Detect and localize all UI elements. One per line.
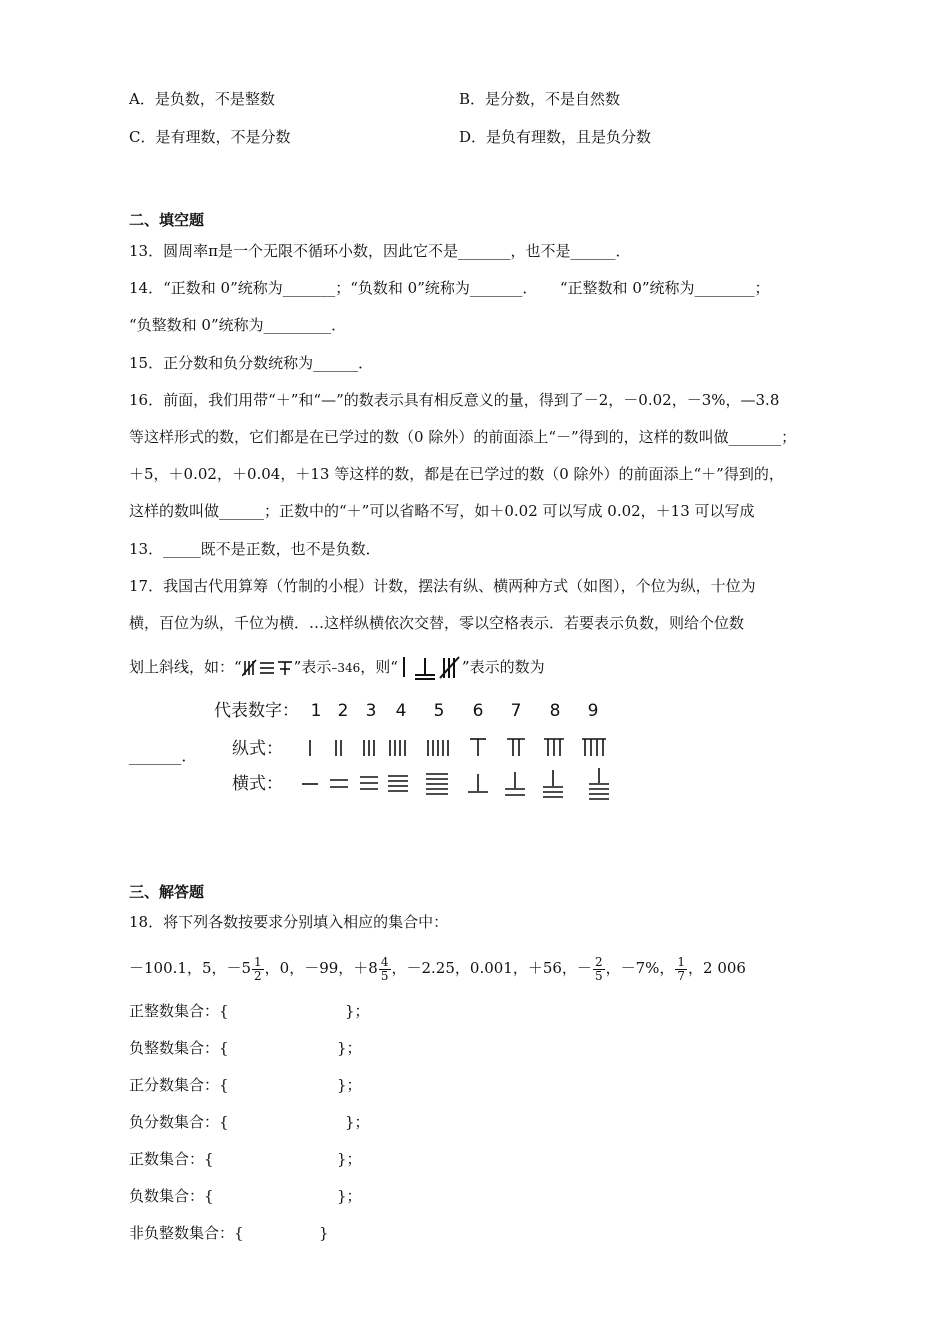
option-d: D．是负有理数，且是负分数 xyxy=(459,128,652,146)
rod-table-vertical-row xyxy=(310,739,606,756)
q17-example-value: –346 xyxy=(331,661,361,675)
rod-table-horizontal-label: 横式： xyxy=(232,774,283,794)
set-label: 非负整数集合：{ xyxy=(129,1224,244,1242)
question-13b: 13．_____既不是正数，也不是负数． xyxy=(129,540,381,558)
vertical-rod-7 xyxy=(507,739,525,756)
horizontal-rod-5 xyxy=(426,774,448,794)
set-close: } xyxy=(319,1224,329,1242)
option-c: C．是有理数，不是分数 xyxy=(129,128,291,146)
set-close: }； xyxy=(337,1076,362,1094)
fraction-4-5 xyxy=(379,956,391,983)
set-positive-fractions xyxy=(129,1075,362,1095)
horizontal-rod-6 xyxy=(468,774,488,792)
fraction-numerator: 1 xyxy=(677,954,686,969)
horizontal-rod-9 xyxy=(589,768,609,799)
question-17-line-1: 17．我国古代用算筹（竹制的小棍）计数，摆法有纵、横两种方式（如图），个位为纵，十位为 xyxy=(129,577,756,595)
question-14-line-2: “负整数和 0”统称为_________． xyxy=(129,316,347,334)
rod-table-digit: 4 xyxy=(395,701,407,721)
rod-table-digit: 5 xyxy=(433,701,445,721)
fraction-1-2 xyxy=(252,956,264,983)
question-16-line-1: 16．前面，我们用带“＋”和“—”的数表示具有相反意义的量，得到了－2，－0.02，－3%，—3.8 xyxy=(129,391,780,409)
rod-table-digit-label: 代表数字： xyxy=(214,701,299,721)
question-14-line-1: 14．“正数和 0”统称为_______；“负数和 0”统称为_______． “正整数和 0”统称为________； xyxy=(129,279,770,297)
question-17-line-2: 横，百位为纵，千位为横．…这样纵横依次交替，零以空格表示．若要表示负数，则给个位数 xyxy=(129,614,745,632)
set-close: }； xyxy=(337,1039,362,1057)
rod-table-digit: 6 xyxy=(472,701,484,721)
fraction-1-7 xyxy=(675,956,687,983)
q17-text-1: 划上斜线，如：“ xyxy=(129,658,242,676)
fraction-denominator: 5 xyxy=(380,968,389,983)
counting-rod-table xyxy=(210,694,630,810)
section-fill-in-title: 二、填空题 xyxy=(129,211,205,229)
question-16-line-3: ＋5，＋0.02，＋0.04，＋13 等这样的数，都是在已学过的数（0 除外）的前面添上“＋”得到的， xyxy=(129,465,784,483)
numbers-part-2: ，0，－99，＋8 xyxy=(264,959,378,977)
set-label: 负数集合：{ xyxy=(129,1187,214,1205)
rod-table-digit: 9 xyxy=(587,701,599,721)
question-18-intro: 18．将下列各数按要求分别填入相应的集合中： xyxy=(129,913,449,931)
vertical-rod-3 xyxy=(364,740,374,756)
q17-text-4: ”表示的数为 xyxy=(461,658,545,676)
fraction-denominator: 7 xyxy=(677,968,686,983)
set-positive-integers xyxy=(129,1001,370,1021)
set-negative-numbers xyxy=(129,1186,362,1206)
rod-table-digit: 2 xyxy=(337,701,349,721)
question-17-answer-blank: _______． xyxy=(129,747,197,765)
rod-numeral-example-icon xyxy=(242,658,294,678)
horizontal-rod-2 xyxy=(330,780,348,787)
rod-table-digit: 8 xyxy=(549,701,561,721)
option-b: B．是分数，不是自然数 xyxy=(459,90,621,108)
rod-table-digit: 3 xyxy=(365,701,377,721)
question-15: 15．正分数和负分数统称为______． xyxy=(129,354,374,372)
question-16-line-2: 等这样形式的数，它们都是在已学过的数（0 除外）的前面添上“－”得到的，这样的数叫做_______； xyxy=(129,428,797,446)
question-18-numbers xyxy=(129,954,746,983)
vertical-rod-9 xyxy=(582,739,606,756)
rod-table-digit: 7 xyxy=(510,701,522,721)
option-a: A．是负数，不是整数 xyxy=(129,90,275,108)
numbers-part-5: ，2 006 xyxy=(688,959,746,977)
set-non-negative-integers xyxy=(129,1223,329,1243)
fraction-numerator: 2 xyxy=(594,954,603,969)
numbers-part-1: －100.1，5，－5 xyxy=(129,959,252,977)
rod-table-horizontal-row xyxy=(302,768,609,799)
set-close: }； xyxy=(337,1187,362,1205)
section-answer-title: 三、解答题 xyxy=(129,883,205,901)
set-label: 负整数集合：{ xyxy=(129,1039,229,1057)
vertical-rod-2 xyxy=(336,740,341,756)
set-close: }； xyxy=(345,1113,370,1131)
fraction-denominator: 5 xyxy=(594,968,603,983)
set-close: }； xyxy=(337,1150,362,1168)
set-positive-numbers xyxy=(129,1149,362,1169)
rod-table-vertical-label: 纵式： xyxy=(232,739,283,759)
question-16-line-4: 这样的数叫做______；正数中的“＋”可以省略不写，如＋0.02 可以写成 0.02，＋13 可以写成 xyxy=(129,502,755,520)
vertical-rod-8 xyxy=(544,739,564,756)
q17-text-2: ”表示 xyxy=(293,658,332,676)
vertical-rod-4 xyxy=(390,740,405,756)
vertical-rod-6 xyxy=(470,739,486,756)
set-label: 负分数集合：{ xyxy=(129,1113,229,1131)
horizontal-rod-4 xyxy=(388,776,408,791)
set-negative-fractions xyxy=(129,1112,370,1132)
fraction-denominator: 2 xyxy=(254,968,262,983)
q17-text-3: ，则“ xyxy=(360,658,398,676)
fraction-numerator: 4 xyxy=(380,954,389,969)
fraction-numerator: 1 xyxy=(254,954,262,969)
rod-table-digit-row xyxy=(311,701,599,721)
set-label: 正数集合：{ xyxy=(129,1150,214,1168)
numbers-part-3: ，－2.25，0.001，＋56，－ xyxy=(391,959,592,977)
set-negative-integers xyxy=(129,1038,362,1058)
horizontal-rod-7 xyxy=(505,772,525,795)
question-13: 13．圆周率π是一个无限不循环小数，因此它不是_______，也不是______． xyxy=(129,242,631,260)
set-label: 正分数集合：{ xyxy=(129,1076,229,1094)
set-close: }； xyxy=(345,1002,370,1020)
fraction-2-5 xyxy=(593,956,605,983)
numbers-part-4: ，－7%， xyxy=(605,959,675,977)
rod-table-digit: 1 xyxy=(310,701,322,721)
set-label: 正整数集合：{ xyxy=(129,1002,229,1020)
horizontal-rod-3 xyxy=(360,777,378,789)
horizontal-rod-8 xyxy=(543,770,563,797)
rod-numeral-question-icon xyxy=(398,654,462,682)
vertical-rod-5 xyxy=(428,740,448,756)
question-17-line-3 xyxy=(129,654,545,682)
